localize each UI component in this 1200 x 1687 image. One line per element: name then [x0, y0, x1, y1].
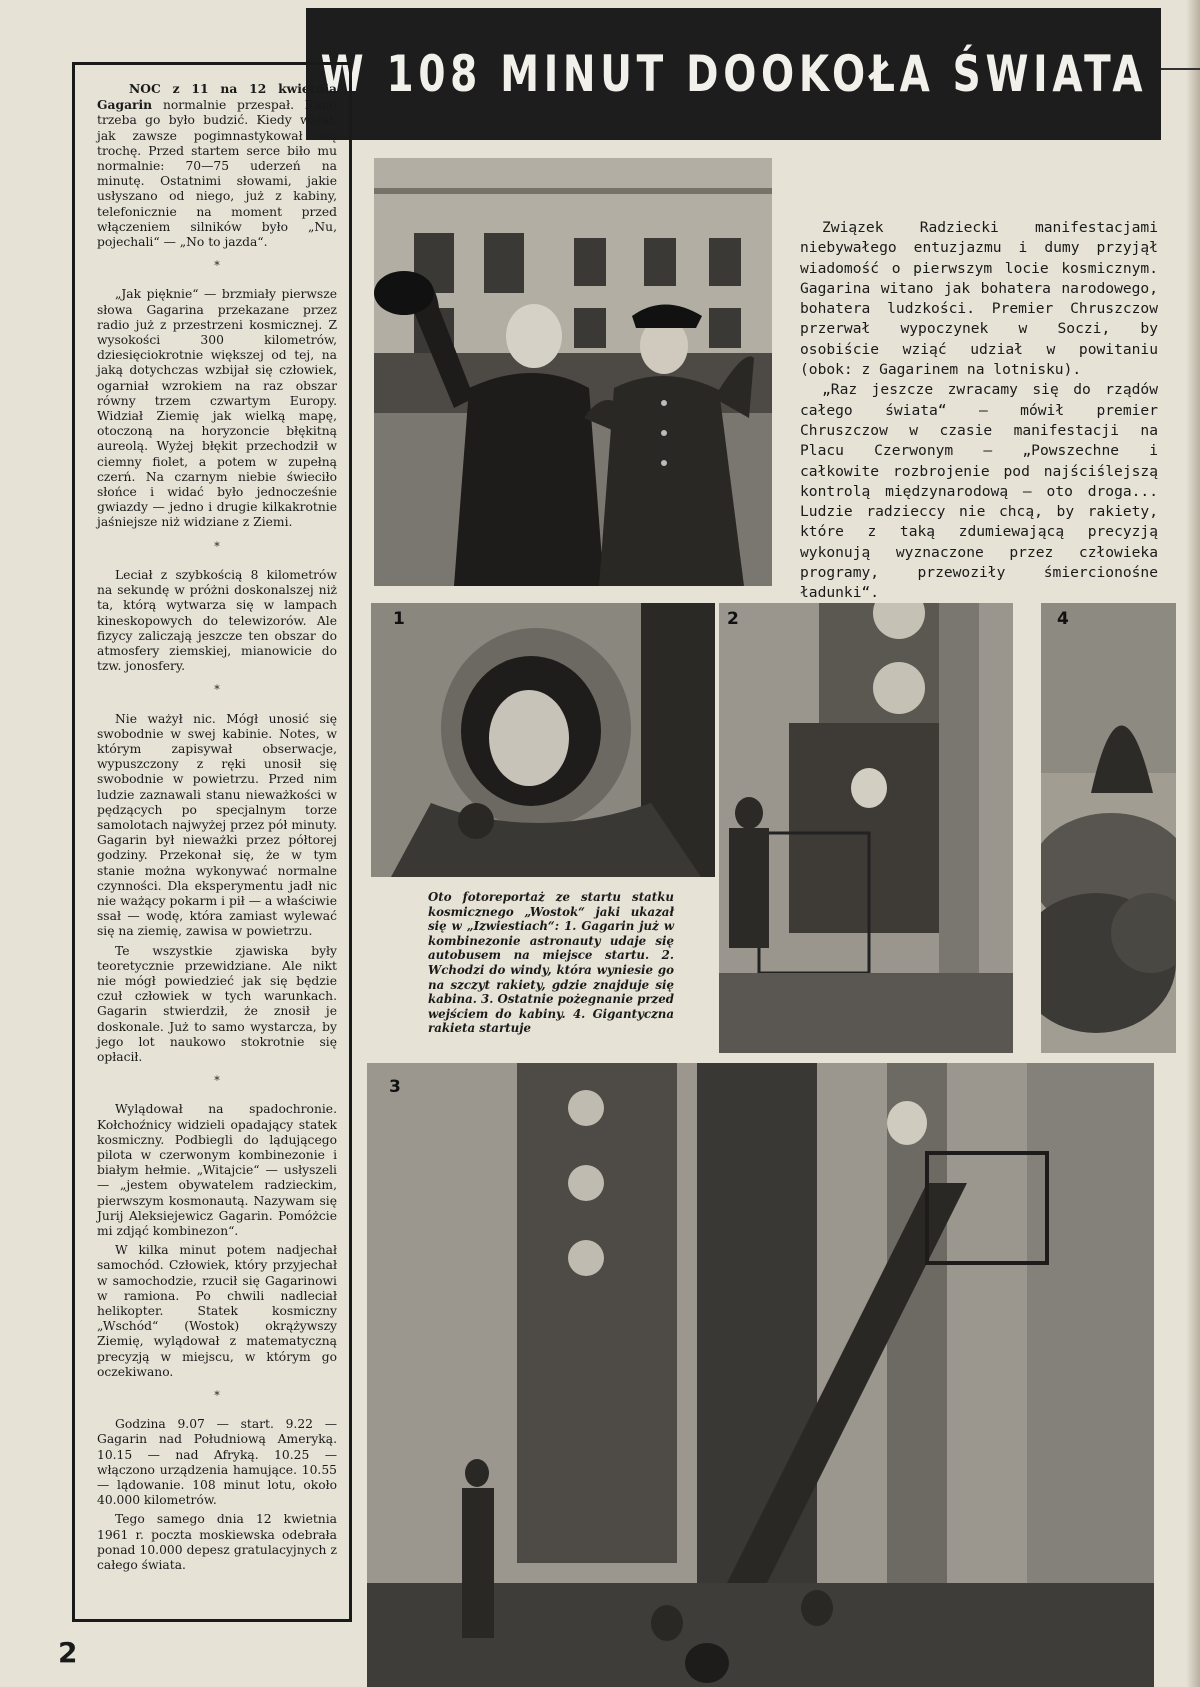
photo-4-rocket-launch [1041, 603, 1176, 1053]
section-separator: * [214, 1389, 220, 1403]
paragraph-3: Leciał z szybkością 8 kilometrów na sekundę w próżni doskonalszej niż ta, którą wytwarza się w lampach kineskopowych do telewizorów. Ale fizycy zaliczają jeszcze ten obszar do atmosfery ziemskiej, mianowicie do tzw. jonosfery. [97, 567, 337, 674]
paragraph-8: Godzina 9.07 — start. 9.22 — Gagarin nad Południową Ameryką. 10.15 — nad Afryką. 10.25 — włączono urządzenia hamujące. 10.55 — lądowanie. 108 minut lotu, około 40.000 kilometrów. [97, 1417, 337, 1508]
right-article-text [800, 218, 1158, 604]
photo-2-elevator [719, 603, 1013, 1053]
paragraph-9: Tego samego dnia 12 kwietnia 1961 r. poczta moskiewska odebrała ponad 10.000 depesz gratulacyjnych z całego świata. [97, 1512, 337, 1573]
paragraph-1 [97, 81, 337, 250]
left-article-column [72, 62, 352, 1622]
right-edge-rule [1160, 68, 1200, 70]
paragraph-4: Nie ważył nic. Mógł unosić się swobodnie w swej kabinie. Notes, w którym zapisywał obserwacje, wypuszczony z ręki unosił się swobodnie w powietrzu. Przed nim ludzie zaznawali stanu nieważkości w pędzących po specjalnym torze samolotach najwyżej przez pół minuty. Gagarin był nieważki przez półtorej godziny. Przekonał się, że w tym stanie można wykonywać normalne czynności. Dla eksperymentu jadł nic nie ważący pokarm i pił — a właściwie ssał — wodę, która zamiast wylewać się na ziemię, zawisa w powietrzu. [97, 711, 337, 939]
paragraph-1-text: normalnie przespał. Rano trzeba go było budzić. Kiedy wstał, jak zawsze pogimnastykował się trochę. Przed startem serce biło mu normalnie: 70—75 uderzeń na minutę. Ostatnimi słowami, jakie usłyszano od niego, już z kabiny, telefonicznie na moment przed włączeniem silników było „Nu, pojechali“ — „No to jazda“. [97, 98, 337, 250]
lead-in: NOC z 11 na 12 kwietnia Gagarin [97, 81, 337, 113]
photo-2-image [719, 603, 1013, 1053]
paragraph-5: Te wszystkie zjawiska były teoretycznie przewidziane. Ale nikt nie mógł powiedzieć jak się będzie czuł człowiek w tych warunkach. Gagarin stwierdził, że znosił je doskonale. Już to samo wystarcza, by jego lot naukowo stokrotnie się opłacił. [97, 943, 337, 1064]
photo-1-image [371, 603, 715, 877]
photo-1-gagarin-helmet [371, 603, 715, 877]
paragraph-2: „Jak pięknie“ — brzmiały pierwsze słowa Gagarina przekazane przez radio już z przestrzeni kosmicznej. Z wysokości 300 kilometrów, dziesięciokrotnie większej od tej, na jaką dotychczas wzbijał się człowiek, ogarniał wzrokiem na raz obszar równy trzem czwartym Europy. Widział Ziemię jak wielką mapę, otoczoną na horyzoncie błękitną aureolą. Wyżej błękit przechodził w ciemny fiolet, a potem w zupełną czerń. Na czarnym niebie świeciło słońce i widać było jednocześnie gwiazdy — jedno i drugie kilkakrotnie jaśniejsze niż widziane z Ziemi. [97, 287, 337, 530]
photo-khrushchev-gagarin-image [374, 158, 772, 586]
right-paragraph-2: „Raz jeszcze zwracamy się do rządów całego świata“ — mówił premier Chruszczow w czasie manifestacji na Placu Czerwonym — „Powszechne i całkowite rozbrojenie pod najściślejszą kontrolą międzynarodową — oto droga... Ludzie radzieccy nie chcą, by rakiety, które z taką zdumiewającą precyzją wykonują wyznaczone przez człowieka programy, przewoziły śmiercionośne ładunki“. [800, 381, 1158, 602]
paragraph-7: W kilka minut potem nadjechał samochód. Człowiek, który przyjechał w samochodzie, rzucił się Gagarinowi w ramiona. Po chwili nadleciał helikopter. Statek kosmiczny „Wschód“ (Wostok) okrążywszy Ziemię, wylądował z matematyczną precyzją w miejscu, w którym go oczekiwano. [97, 1243, 337, 1379]
photo-number-3: 3 [389, 1077, 401, 1097]
page-number: 2 [58, 1636, 78, 1669]
photo-3-image [367, 1063, 1154, 1687]
paragraph-6: Wylądował na spadochronie. Kołchoźnicy widzieli opadający statek kosmiczny. Podbiegli do lądującego pilota w czerwonym kombinezonie i białym hełmie. „Witajcie“ — usłyszeli — „jestem obywatelem radzieckim, pierwszym kosmonautą. Nazywam się Jurij Aleksiejewicz Gagarin. Pomóżcie mi zdjąć kombinezon“. [97, 1102, 337, 1239]
photo-number-4: 4 [1057, 609, 1069, 629]
photo-khrushchev-gagarin [374, 158, 772, 586]
title-banner [306, 8, 1161, 140]
page-edge-shadow [1186, 0, 1200, 1687]
section-separator: * [214, 539, 220, 553]
section-separator: * [214, 1074, 220, 1088]
section-separator: * [214, 683, 220, 697]
photo-number-2: 2 [727, 609, 739, 629]
right-paragraph-1: Związek Radziecki manifestacjami niebywałego entuzjazmu i dumy przyjął wiadomość o pierwszym locie kosmicznym. Gagarina witano jak bohatera narodowego, bohatera ludzkości. Premier Chruszczow przerwał wypoczynek w Soczi, by osobiście wziąć udział w powitaniu (obok: z Gagarinem na lotnisku). [800, 219, 1158, 379]
photo-4-image [1041, 603, 1176, 1053]
photo-3-farewell [367, 1063, 1154, 1687]
photo-caption: Oto fotoreportaż ze startu statku kosmicznego „Wostok“ jaki ukazał się w „Izwiestiach“: 1. Gagarin już w kombinezonie astronauty udaje się autobusem na miejsce startu. 2. Wchodzi do windy, która wyniesie go na szczyt rakiety, gdzie znajduje się kabina. 3. Ostatnie pożegnanie przed wejściem do kabiny. 4. Gigantyczna rakieta startuje [428, 890, 674, 1036]
photo-number-1: 1 [393, 609, 405, 629]
section-separator: * [214, 259, 220, 273]
page-title: W 108 MINUT DOOKOŁA ŚWIATA [320, 45, 1147, 103]
